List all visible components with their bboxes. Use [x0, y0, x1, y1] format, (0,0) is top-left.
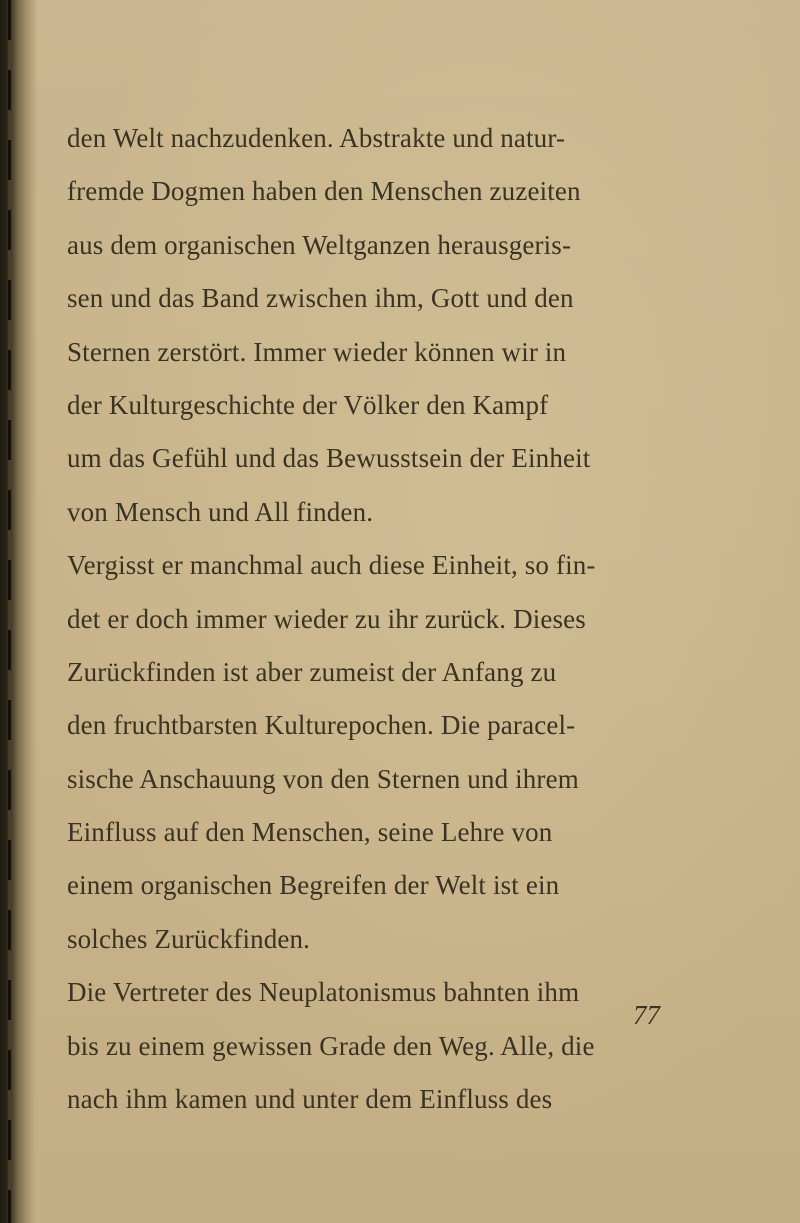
- text-line: Die Vertreter des Neuplatonismus bahnten ihm: [67, 977, 580, 1008]
- text-line: Sternen zerstört. Immer wieder können wir in: [67, 336, 567, 367]
- text-line: Einfluss auf den Menschen, seine Lehre von: [67, 817, 553, 848]
- text-line: der Kulturgeschichte der Völker den Kampf: [67, 389, 549, 420]
- text-line: Vergisst er manchmal auch diese Einheit, so fin-: [67, 550, 596, 581]
- body-text: [67, 112, 667, 1126]
- text-line: den Welt nachzudenken. Abstrakte und natur-: [67, 123, 566, 153]
- text-line: nach ihm kamen und unter dem Einfluss des: [67, 1084, 553, 1115]
- text-line: bis zu einem gewissen Grade den Weg. Alle, die: [67, 1030, 595, 1061]
- text-line: fremde Dogmen haben den Menschen zuzeiten: [67, 176, 581, 207]
- text-line: sische Anschauung von den Sternen und ihrem: [67, 763, 579, 794]
- text-line: von Mensch und All finden.: [67, 496, 374, 527]
- text-line: den fruchtbarsten Kulturepochen. Die paracel-: [67, 710, 576, 741]
- text-line: det er doch immer wieder zu ihr zurück. Dieses: [67, 603, 586, 634]
- text-line: solches Zurückfinden.: [67, 923, 311, 954]
- page-number: 77: [633, 1000, 660, 1030]
- text-line: um das Gefühl und das Bewusstsein der Einheit: [67, 443, 591, 474]
- text-line: sen und das Band zwischen ihm, Gott und den: [67, 283, 574, 314]
- text-line: einem organischen Begreifen der Welt ist ein: [67, 870, 560, 901]
- text-line: Zurückfinden ist aber zumeist der Anfang zu: [67, 656, 557, 687]
- book-binding-edge: [0, 0, 38, 1223]
- text-line: aus dem organischen Weltganzen herausgeris-: [67, 229, 572, 260]
